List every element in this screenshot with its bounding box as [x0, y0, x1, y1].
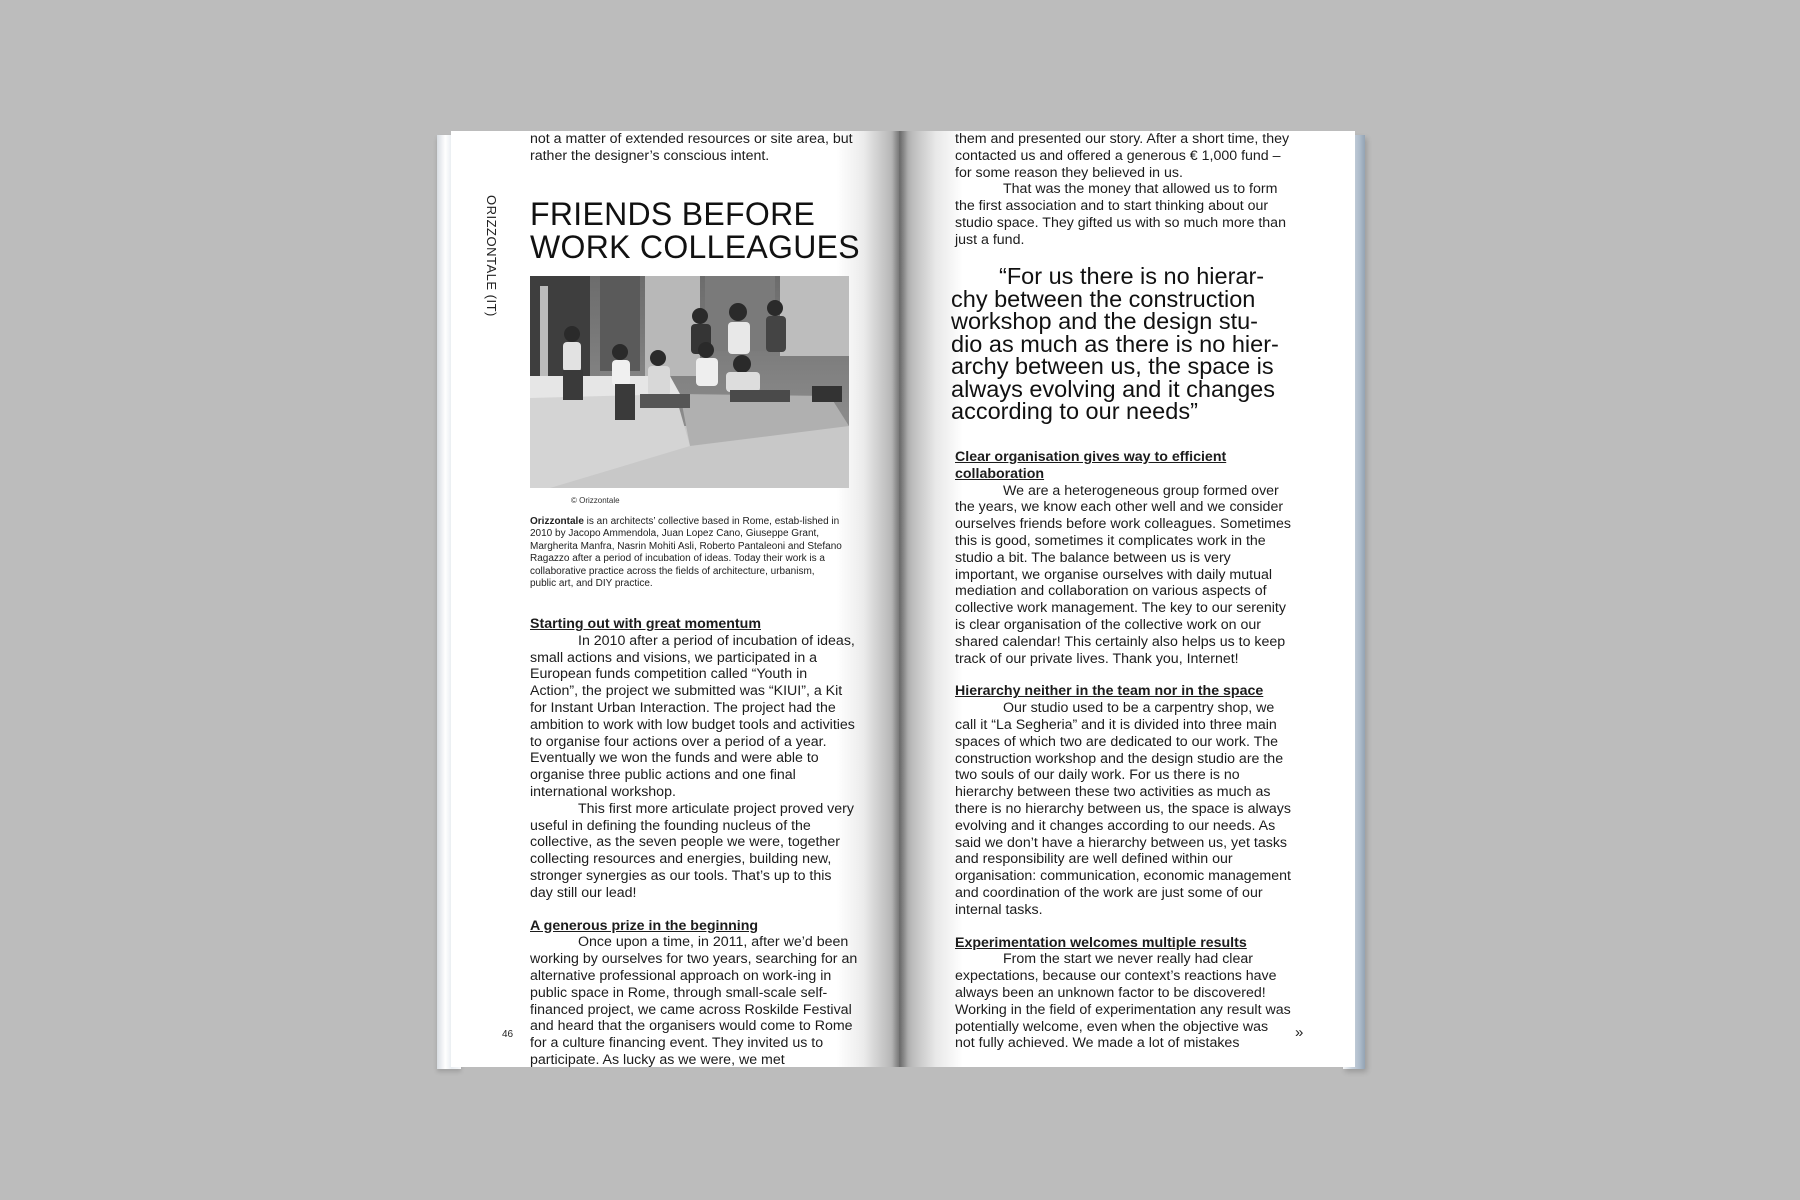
running-paragraph: them and presented our story. After a short time, they contacted us and offered a generous € 1,000 fund – for some reason they believed in us. [955, 131, 1290, 181]
photo-caption: © Orizzontale [571, 496, 620, 505]
section-heading: A generous prize in the beginning [530, 917, 759, 934]
right-page [899, 131, 1355, 1067]
running-line-1: not a matter of extended resources or site area, but [530, 131, 853, 147]
right-body-column [955, 449, 1291, 1052]
group-photo [530, 276, 849, 488]
right-top-running-text [955, 131, 1291, 249]
bio-text: is an architects’ collective based in Rome, estab-lished in 2010 by Jacopo Ammendola, Juan Lopez Cano, Giuseppe Grant, Margherita Manfra, Nasrin Mohiti Asli, Roberto Pantaleoni and Stefano Ragazzo after a period of incubation of ideas. Today their work is a collaborative practice across the fields of architecture, urbanism, public art, and DIY practice. [530, 516, 842, 590]
section-heading: Starting out with great momentum [530, 616, 761, 632]
continuation-paragraph: That was the money that allowed us to form the first association and to start thinking about our studio space. They gifted us with so much more than just a fund. [955, 181, 1286, 248]
section-paragraph: This first more articulate project proved very useful in defining the founding nucleus of the collective, as the seven people we were, together collecting resources and energies, building new, stronger synergies as our tools. That’s up to this day still our lead! [530, 800, 854, 901]
section-paragraph: From the start we never really had clear expectations, because our context’s reactions have always been an unknown factor to be discovered! Working in the field of experimentation any result was potentially welcome, even when the objective was not fully achieved. We made a lot of mistakes [955, 951, 1291, 1052]
bio-name: Orizzontale [530, 516, 584, 527]
section-paragraph: We are a heterogeneous group formed over the years, we know each other well and we consider ourselves friends before work colleagues. Sometimes this is good, sometimes it complicates work in the studio a bit. The balance between us is very important, we organise ourselves with daily mutual mediation and collaboration on various aspects of collective work management. The key to our serenity is clear organisation of the collective work on our shared calendar! This certainly also helps us to keep track of our private lives. Thank you, Internet! [955, 482, 1291, 667]
left-body-column [530, 616, 858, 1067]
section-paragraph: Our studio used to be a carpentry shop, we call it “La Segheria” and it is divided into three main spaces of which two are dedicated to our work. The construction workshop and the design studio are the two souls of our daily work. For us there is no hierarchy between these two activities as much as there is no hierarchy between us, the space is always evolving and it changes according to our needs. As said we don’t have a hierarchy between us, yet tasks and responsibility are well defined within our organisation: communication, economic management and coordination of the work are just some of our internal tasks. [955, 700, 1291, 918]
section-heading: Experimentation welcomes multiple results [955, 934, 1247, 951]
page-number: 46 [502, 1029, 514, 1040]
headline [530, 198, 860, 264]
left-top-running-text [530, 131, 860, 165]
vertical-section-label: ORIZZONTALE (IT) [484, 195, 499, 317]
group-photo-image [530, 276, 849, 488]
headline-line-1: FRIENDS BEFORE [530, 196, 816, 232]
section-heading: Hierarchy neither in the team nor in the space [955, 683, 1264, 700]
section-paragraph: Once upon a time, in 2011, after we’d been working by ourselves for two years, searching for an alternative professional approach on work-ing in public space in Rome, through small-scale self-financed project, we came across Roskilde Festival and heard that the organisers would come to Rome for a culture financing event. They invited us to participate. As lucky as we were, we met [530, 934, 858, 1067]
running-line-2: rather the designer’s conscious intent. [530, 147, 770, 164]
open-book [437, 131, 1365, 1069]
headline-line-2: WORK COLLEAGUES [530, 229, 860, 265]
pull-quote: “For us there is no hierar-chy between the construction workshop and the design stu-dio as much as there is no hier-archy between us, the space is always evolving and it changes according to our needs” [951, 263, 1279, 424]
book-gutter [892, 131, 908, 1067]
bio-paragraph [530, 516, 842, 590]
next-page-marker: » [1295, 1024, 1304, 1041]
section-heading: Clear organisation gives way to efficient collaboration [955, 449, 1227, 482]
section-paragraph: In 2010 after a period of incubation of ideas, small actions and visions, we participated in a European funds competition called “Youth in Action”, the project we submitted was “KIUI”, a Kit for Instant Urban Interaction. The project had the ambition to work with low budget tools and activities to organise four actions over a period of a year. Eventually we won the funds and were able to organise three public actions and one final international workshop. [530, 632, 855, 800]
left-page [451, 131, 899, 1067]
